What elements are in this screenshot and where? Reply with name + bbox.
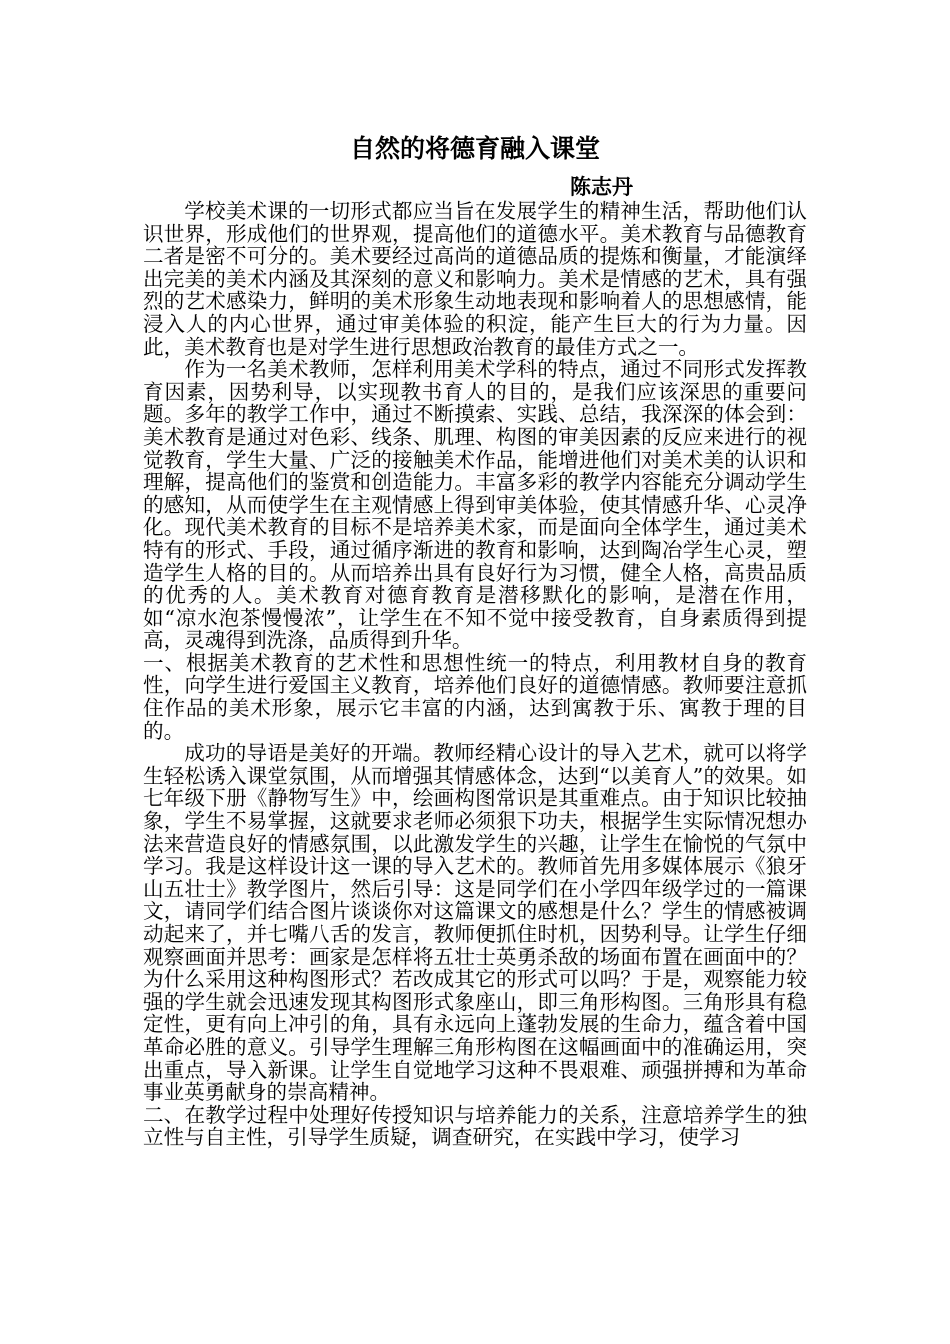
paragraph-lead-in-example: 成功的导语是美好的开端。教师经精心设计的导入艺术，就可以将学生轻松诱入课堂氛围，从而增强其情感体念，达到“以美育人”的效果。如七年级下册《静物写生》中，绘画构图常识是其重难点。由于知识比较抽象，学生不易掌握，这就要求老师必须狠下功夫，根据学生实际情况想办法来营造良好的情感氛围，以此激发学生的兴趣，让学生在愉悦的气氛中学习。我是这样设计这一课的导入艺术的。教师首先用多媒体展示《狼牙山五壮士》教学图片，然后引导：这是同学们在小学四年级学过的一篇课文，请同学们结合图片谈谈你对这篇课文的感想是什么？学生的情感被调动起来了，并七嘴八舌的发言，教师便抓住时机，因势利导。让学生仔细观察画面并思考：画家是怎样将五壮士英勇杀敌的场面布置在画面中的？为什么采用这种构图形式？若改成其它的形式可以吗？于是，观察能力较强的学生就会迅速发现其构图形式象座山，即三角形构图。三角形具有稳定性，更有向上冲引的角，具有永远向上蓬勃发展的生命力，蕴含着中国革命必胜的意义。引导学生理解三角形构图在这幅画面中的准确运用，突出重点，导入新课。让学生自觉地学习这种不畏艰难、顽强拼搏和为革命事业英勇献身的崇高精神。 xyxy=(143,741,807,1105)
section-heading-two: 二、在教学过程中处理好传授知识与培养能力的关系，注意培养学生的独立性与自主性，引导学生质疑，调查研究，在实践中学习，使学习 xyxy=(143,1102,807,1150)
paragraph-teacher-reflection: 作为一名美术教师，怎样利用美术学科的特点，通过不同形式发挥教育因素，因势利导，以实现教书育人的目的，是我们应该深思的重要问题。多年的教学工作中，通过不断摸索、实践、总结，我深深的体会到：美术教育是通过对色彩、线条、肌理、构图的审美因素的反应来进行的视觉教育，学生大量、广泛的接触美术作品，能增进他们对美术美的认识和理解，提高他们的鉴赏和创造能力。丰富多彩的教学内容能充分调动学生的感知，从而使学生在主观情感上得到审美体验，使其情感升华、心灵净化。现代美术教育的目标不是培养美术家，而是面向全体学生，通过美术特有的形式、手段，通过循序渐进的教育和影响，达到陶冶学生心灵，塑造学生人格的目的。从而培养出具有良好行为习惯，健全人格，高贵品质的优秀的人。美术教育对德育教育是潜移默化的影响，是潜在作用，如“凉水泡茶慢慢浓”，让学生在不知不觉中接受教育，自身素质得到提高，灵魂得到洗涤，品质得到升华。 xyxy=(143,357,807,653)
section-heading-one: 一、根据美术教育的艺术性和思想性统一的特点，利用教材自身的教育性，向学生进行爱国主义教育，培养他们良好的道德情感。教师要注意抓住作品的美术形象，展示它丰富的内涵，达到寓教于乐、寓教于理的目的。 xyxy=(143,650,807,743)
paragraph-intro: 学校美术课的一切形式都应当旨在发展学生的精神生活，帮助他们认识世界，形成他们的世界观，提高他们的道德水平。美术教育与品德教育二者是密不可分的。美术要经过高尚的道德品质的提炼和衡量，才能演绎出完美的美术内涵及其深刻的意义和影响力。美术是情感的艺术，具有强烈的艺术感染力，鲜明的美术形象生动地表现和影响着人的思想感情，能浸入人的内心世界，通过审美体验的积淀，能产生巨大的行为力量。因此，美术教育也是对学生进行思想政治教育的最佳方式之一。 xyxy=(143,199,807,359)
document-title: 自然的将德育融入课堂 xyxy=(349,134,600,163)
document-body xyxy=(143,200,807,1149)
author-name: 陈志丹 xyxy=(570,175,633,199)
